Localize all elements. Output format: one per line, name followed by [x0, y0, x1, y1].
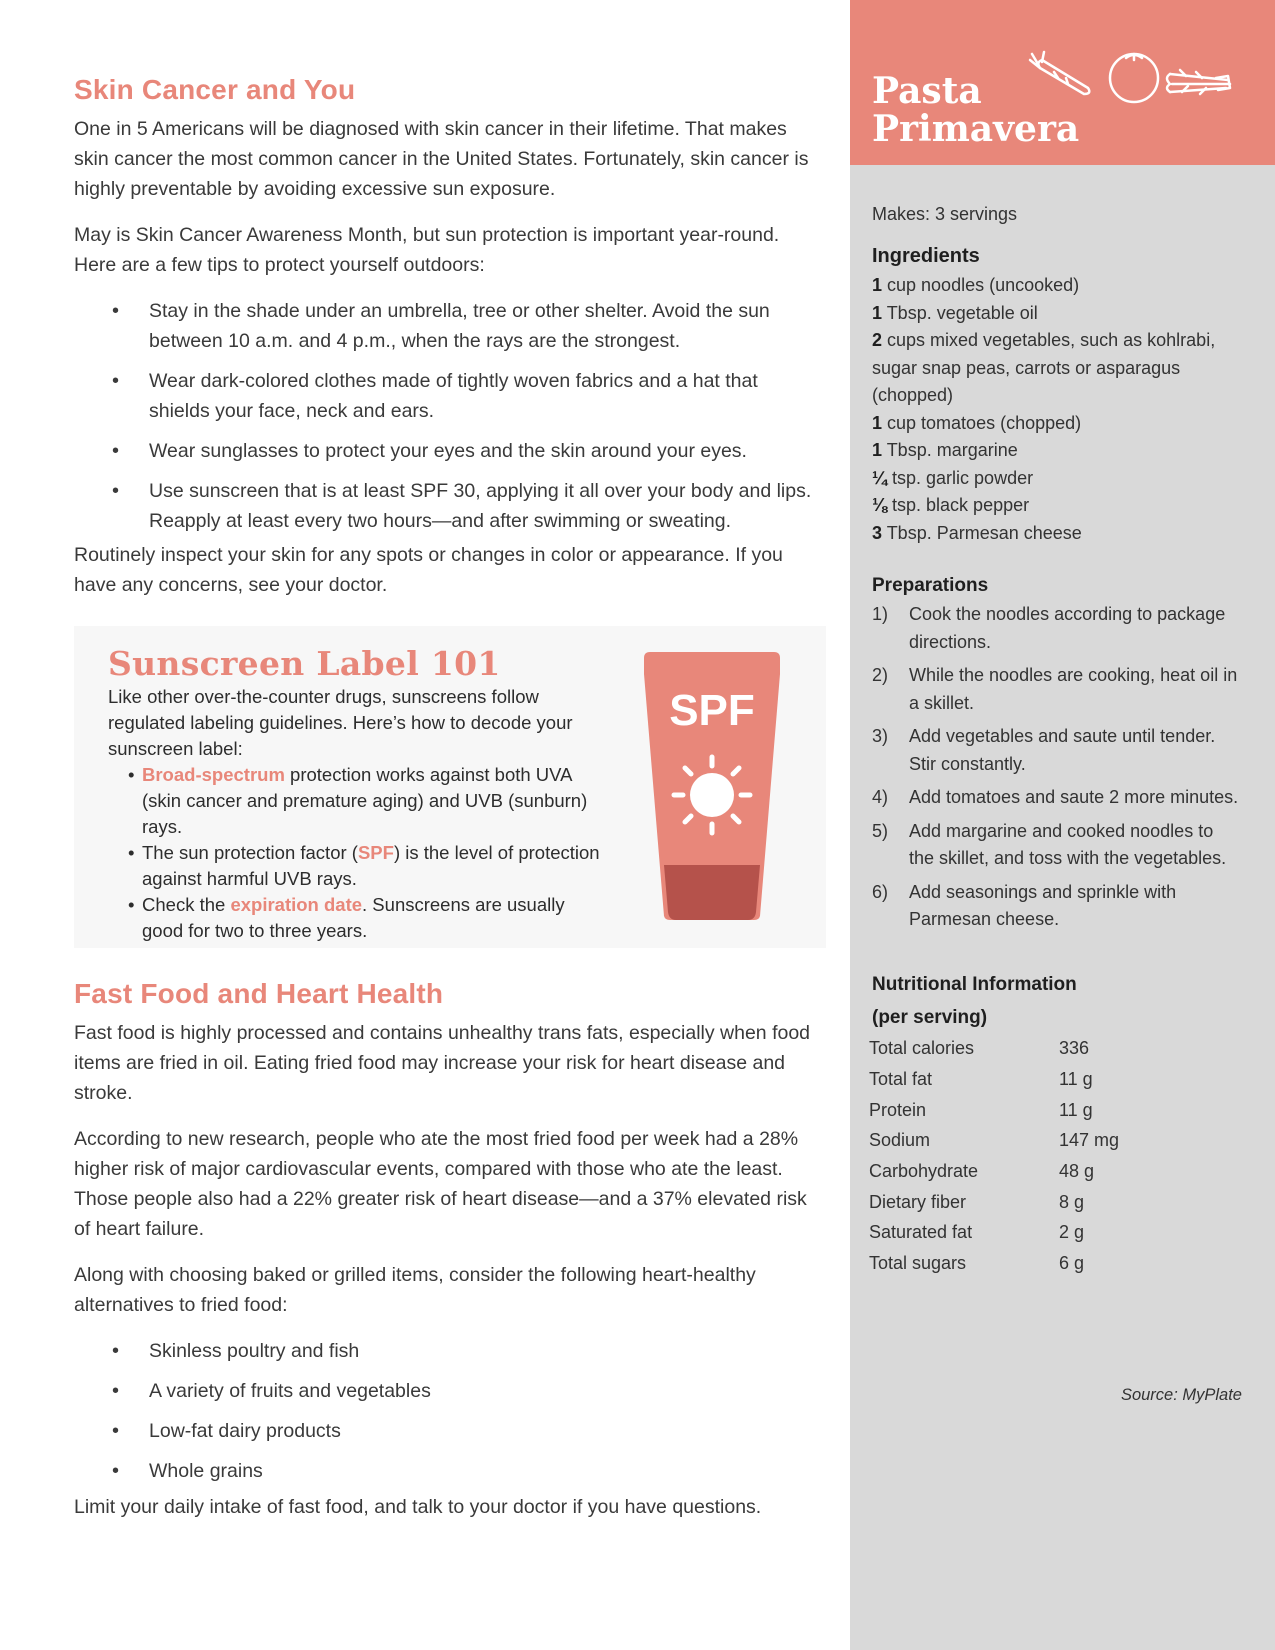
table-row: Dietary fiber 8 g [869, 1191, 1085, 1212]
list-item: 2) While the noodles are cooking, heat oil in a skillet. [872, 665, 1238, 713]
ingredients-list [872, 272, 1242, 547]
vegetables-icon [1020, 48, 1260, 108]
bullet-icon: • [112, 1420, 120, 1442]
bullet-icon: • [112, 370, 120, 392]
sunscreen-intro: Like other over-the-counter drugs, sunscreens follow regulated labeling guidelines. Here’s how to decode your sunscreen label: [108, 686, 573, 759]
sunscreen-tips-list [108, 762, 608, 944]
list-item: • Use sunscreen that is at least SPF 30, applying it all over your body and lips. Reapply at least every two hours—and after swimming or sweating. [74, 476, 818, 536]
skin-cancer-heading: Skin Cancer and You [74, 74, 356, 105]
sunscreen-callout-body [108, 684, 608, 944]
food-alternatives-list [74, 1336, 818, 1486]
food-paragraph-3: Along with choosing baked or grilled items, consider the following heart-healthy alternatives to fried food: [74, 1264, 756, 1316]
list-item: • Check the expiration date. Sunscreens are usually good for two to three years. [128, 894, 565, 941]
sunscreen-callout [74, 626, 826, 948]
skin-paragraph-2: May is Skin Cancer Awareness Month, but sun protection is important year-round. Here are a few tips to protect yourself outdoors: [74, 224, 780, 276]
sunscreen-tube-icon [642, 650, 782, 922]
list-item: • Stay in the shade under an umbrella, tree or other shelter. Avoid the sun between 10 a.m. and 4 p.m., when the rays are the strongest. [74, 296, 818, 356]
nutrition-subheading: (per serving) [872, 1006, 988, 1028]
list-item: 1 cup noodles (uncooked) [872, 275, 1080, 295]
nutrition-heading: Nutritional Information [872, 973, 1077, 995]
list-item: 1 Tbsp. vegetable oil [872, 302, 1038, 323]
ingredients-heading: Ingredients [872, 245, 980, 267]
list-item: 5) Add margarine and cooked noodles to the skillet, and toss with the vegetables. [872, 820, 1227, 868]
list-item: ⅛ tsp. black pepper [872, 495, 1030, 515]
recipe-content [869, 204, 1242, 1404]
skin-tips-list [74, 296, 818, 536]
preparations-list [872, 601, 1242, 934]
list-item: • Skinless poultry and fish [74, 1336, 818, 1366]
highlight-term: SPF [357, 842, 394, 863]
bullet-icon: • [112, 480, 120, 502]
skin-paragraph-3: Routinely inspect your skin for any spots or changes in color or appearance. If you have any concerns, see your doctor. [74, 544, 783, 596]
recipe-banner [850, 0, 1275, 165]
list-item: • The sun protection factor (SPF) is the level of protection against harmful UVB rays. [128, 842, 600, 889]
food-paragraph-4: Limit your daily intake of fast food, and talk to your doctor if you have questions. [74, 1496, 762, 1518]
bullet-icon: • [112, 1380, 120, 1402]
list-item: ¼ tsp. garlic powder [872, 467, 1034, 488]
table-row: Sodium 147 mg [869, 1130, 1120, 1151]
food-paragraph-2: According to new research, people who ate the most fried food per week had a 28% higher risk of major cardiovascular events, compared with those who ate the least. Those people also had a 22% greater risk of heart disease—and a 37% elevated risk of heart failure. [74, 1128, 807, 1240]
list-item: 6) Add seasonings and sprinkle with Parmesan cheese. [872, 881, 1177, 929]
recipe-sidebar [850, 0, 1275, 1650]
list-item: • A variety of fruits and vegetables [74, 1376, 818, 1406]
list-item: • Wear sunglasses to protect your eyes and the skin around your eyes. [74, 436, 818, 466]
food-paragraph-1: Fast food is highly processed and contains unhealthy trans fats, especially when food items are fried in oil. Eating fried food may increase your risk for heart disease and stroke. [74, 1022, 811, 1104]
list-item: • Broad-spectrum protection works against both UVA (skin cancer and premature aging) and UVB (sunburn) rays. [128, 764, 588, 837]
skin-paragraph-1: One in 5 Americans will be diagnosed with skin cancer in their lifetime. That makes skin cancer the most common cancer in the United States. Fortunately, skin cancer is highly preventable by avoiding excessive sun exposure. [74, 118, 809, 200]
highlight-term: Broad-spectrum [142, 764, 285, 785]
main-column [74, 74, 818, 1538]
nutrition-table [869, 1034, 1119, 1280]
bullet-icon: • [112, 300, 120, 322]
bullet-icon: • [112, 1340, 120, 1362]
table-row: Total calories 336 [869, 1038, 1090, 1059]
bullet-icon: • [112, 440, 120, 462]
table-row: Total fat 11 g [869, 1069, 1093, 1090]
list-item: 2 cups mixed vegetables, such as kohlrabi, sugar snap peas, carrots or asparagus (chopped) [872, 330, 1216, 405]
preparations-heading: Preparations [872, 575, 989, 596]
source-credit: Source: MyPlate [1120, 1386, 1242, 1404]
bullet-icon: • [112, 1460, 120, 1482]
fast-food-heading: Fast Food and Heart Health [74, 978, 444, 1009]
list-item: 3) Add vegetables and saute until tender. Stir constantly. [872, 726, 1216, 774]
list-item: • Wear dark-colored clothes made of tightly woven fabrics and a hat that shields your face, neck and ears. [74, 366, 818, 426]
tube-label: SPF [669, 686, 755, 735]
table-row: Total sugars 6 g [869, 1253, 1085, 1274]
list-item: 1 cup tomatoes (chopped) [872, 412, 1082, 433]
table-row: Saturated fat 2 g [869, 1222, 1085, 1243]
list-item: 1) Cook the noodles according to package directions. [872, 604, 1226, 652]
sunscreen-callout-title: Sunscreen Label 101 [108, 644, 501, 683]
list-item: 3 Tbsp. Parmesan cheese [872, 522, 1082, 543]
recipe-title: Pasta Primavera [872, 70, 1080, 150]
list-item: 1 Tbsp. margarine [872, 440, 1018, 460]
list-item: • Whole grains [74, 1456, 818, 1486]
list-item: 4) Add tomatoes and saute 2 more minutes. [872, 787, 1239, 807]
servings-text: Makes: 3 servings [872, 204, 1018, 224]
highlight-term: expiration date [230, 894, 363, 915]
list-item: • Low-fat dairy products [74, 1416, 818, 1446]
table-row: Protein 11 g [869, 1099, 1093, 1120]
table-row: Carbohydrate 48 g [869, 1161, 1095, 1182]
